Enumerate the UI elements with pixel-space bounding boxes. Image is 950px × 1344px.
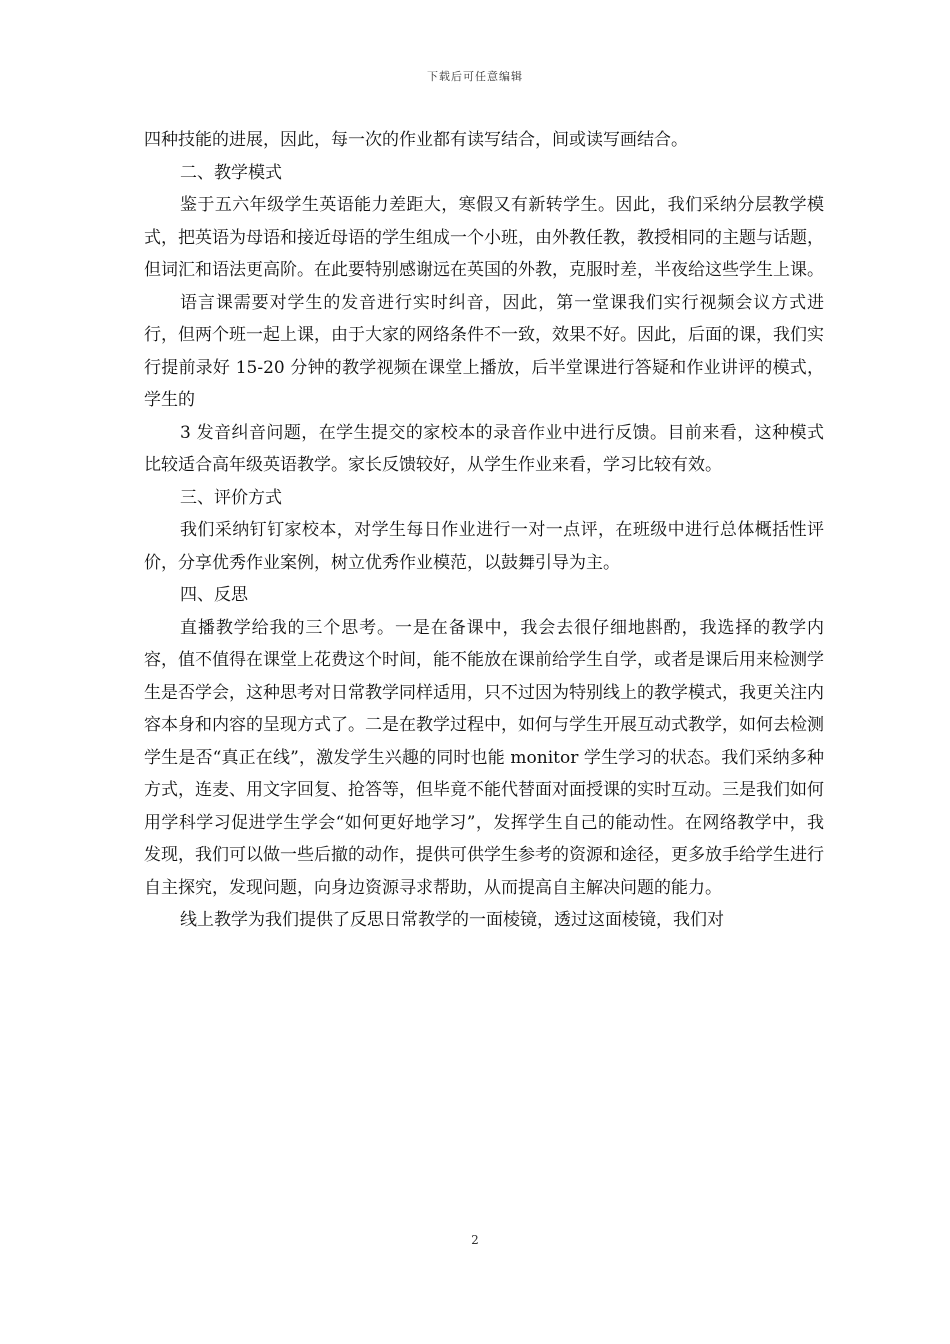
paragraph-7: 线上教学为我们提供了反思日常教学的一面棱镜，透过这面棱镜，我们对: [180, 910, 724, 930]
paragraph-6: 直播教学给我的三个思考。一是在备课中，我会去很仔细地斟酌，我选择的教学内容，值不值得在课堂上花费这个时间，能不能放在课前给学生自学，或者是课后用来检测学生是否学会，这种思考对日常教学同样适用，只不过因为特别线上的教学模式，我更关注内容本身和内容的呈现方式了。二是在教学过程中，如何与学生开展互动式教学，如何去检测学生是否“真正在线”，激发学生兴趣的同时也能 monitor 学生学习的状态。我们采纳多种方式，连麦、用文字回复、抢答等，但毕竟不能代替面对面授课的实时互动。三是我们如何用学科学习促进学生学会“如何更好地学习”，发挥学生自己的能动性。在网络教学中，我发现，我们可以做一些后撤的动作，提供可供学生参考的资源和途径，更多放手给学生进行自主探究，发现问题，向身边资源寻求帮助，从而提高自主解决问题的能力。: [144, 617, 824, 898]
paragraph-2: 鉴于五六年级学生英语能力差距大，寒假又有新转学生。因此，我们采纳分层教学模式，把英语为母语和接近母语的学生组成一个小班，由外教任教，教授相同的主题与话题，但词汇和语法更高阶。在此要特别感谢远在英国的外教，克服时差，半夜给这些学生上课。: [144, 195, 824, 280]
paragraph-4: 3 发音纠音问题，在学生提交的家校本的录音作业中进行反馈。目前来看，这种模式比较适合高年级英语教学。家长反馈较好，从学生作业来看，学习比较有效。: [144, 422, 824, 475]
section-heading-teaching-mode: 二、教学模式: [180, 162, 282, 183]
section-heading-evaluation: 三、评价方式: [180, 487, 282, 508]
paragraph-1: 四种技能的进展，因此，每一次的作业都有读写结合，间或读写画结合。: [144, 130, 688, 150]
document-body: [144, 124, 824, 937]
page-number: 2: [471, 1233, 479, 1247]
page-header: 下载后可任意编辑: [427, 70, 523, 83]
section-heading-reflection: 四、反思: [180, 585, 248, 605]
paragraph-3: 语言课需要对学生的发音进行实时纠音，因此，第一堂课我们实行视频会议方式进行，但两个班一起上课，由于大家的网络条件不一致，效果不好。因此，后面的课，我们实行提前录好 15-20 分钟的教学视频在课堂上播放，后半堂课进行答疑和作业讲评的模式，学生的: [144, 292, 824, 410]
paragraph-5: 我们采纳钉钉家校本，对学生每日作业进行一对一点评，在班级中进行总体概括性评价，分享优秀作业案例，树立优秀作业模范，以鼓舞引导为主。: [144, 520, 824, 573]
